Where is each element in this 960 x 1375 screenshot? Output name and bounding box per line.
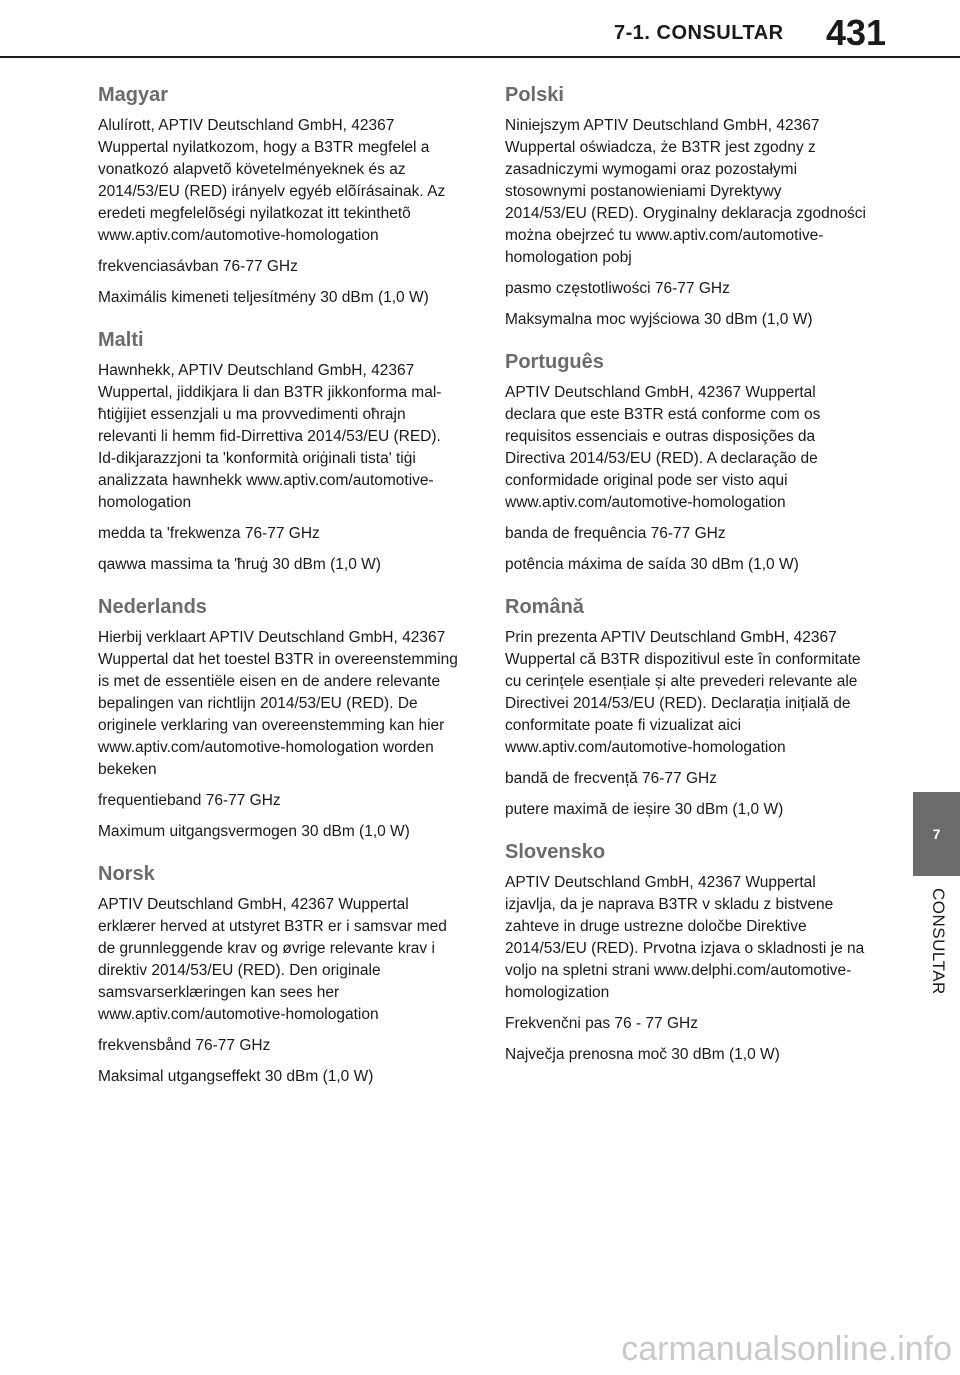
declaration-text: Alulírott, APTIV Deutschland GmbH, 42367 Wuppertal nyilatkozom, hogy a B3TR megfelel a vonatkozó alapvetõ követelményeknek és az 2014/53/EU (RED) irányelv egyéb elõírásainak. Az eredeti megfelelõségi nyilatkozat itt tekinthetõ www.aptiv.com/automotive-homologation [98,117,446,244]
frequency-band-text: bandă de frecvență 76-77 GHz [505,770,717,787]
max-power-text: Maksimal utgangseffekt 30 dBm (1,0 W) [98,1068,374,1085]
max-power-text: Maksymalna moc wyjściowa 30 dBm (1,0 W) [505,311,813,328]
left-column [98,84,462,1108]
chapter-tab-label: CONSULTAR [929,888,948,995]
max-power-text: qawwa massima ta 'ħruġ 30 dBm (1,0 W) [98,556,381,573]
section-heading: Polski [505,84,564,106]
section-heading: Português [505,351,604,373]
declaration-text: Niniejszym APTIV Deutschland GmbH, 42367 Wuppertal oświadcza, że B3TR jest zgodny z zasadniczymi wymogami oraz pozostałymi stosownymi postanowieniami Dyrektywy 2014/53/EU (RED). Oryginalny deklaracja zgodności można obejrzeć tu www.aptiv.com/automotive-homologation pobj [505,117,866,266]
max-power-text: Maximum uitgangsvermogen 30 dBm (1,0 W) [98,823,410,840]
declaration-text: APTIV Deutschland GmbH, 42367 Wuppertal declara que este B3TR está conforme com os requisitos essenciais e outras disposições da Directiva 2014/53/EU (RED). A declaração de conformidade original pode ser visto aqui www.aptiv.com/automotive-homologation [505,384,821,511]
declaration-text: APTIV Deutschland GmbH, 42367 Wuppertal erklærer herved at utstyret B3TR er i samsvar med de grunnleggende krav og øvrige relevante krav i direktiv 2014/53/EU (RED). Den originale samsvarserklæringen kan sees her www.aptiv.com/automotive-homologation [98,896,447,1023]
frequency-band-text: pasmo częstotliwości 76-77 GHz [505,280,730,297]
frequency-band-text: frekvenciasávban 76-77 GHz [98,258,298,275]
section-malti [98,329,462,576]
section-heading: Magyar [98,84,169,106]
section-norsk [98,863,462,1088]
section-nederlands [98,596,462,843]
section-heading: Slovensko [505,841,606,863]
watermark: carmanualsonline.info [621,1330,952,1368]
max-power-text: Največja prenosna moč 30 dBm (1,0 W) [505,1046,780,1063]
chapter-title: 7-1. CONSULTAR [614,22,784,44]
section-heading: Malti [98,329,144,351]
frequency-band-text: banda de frequência 76-77 GHz [505,525,726,542]
section-heading: Română [505,596,584,618]
frequency-band-text: frequentieband 76-77 GHz [98,792,281,809]
page-number: 431 [826,12,887,53]
max-power-text: Maximális kimeneti teljesítmény 30 dBm (1,0 W) [98,289,429,306]
declaration-text: APTIV Deutschland GmbH, 42367 Wuppertal izjavlja, da je naprava B3TR v skladu z bistvene zahteve in druge ustrezne določbe Direktive 2014/53/EU (RED). Prvotna izjava o skladnosti je na voljo na spletni strani www.delphi.com/automotive-homologization [505,874,865,1001]
declaration-text: Hierbij verklaart APTIV Deutschland GmbH, 42367 Wuppertal dat het toestel B3TR in overeenstemming is met de essentiële eisen en de andere relevante bepalingen van richtlijn 2014/53/EU (RED). De originele verklaring van overeenstemming kan hier www.aptiv.com/automotive-homologation worden bekeken [98,629,458,778]
frequency-band-text: Frekvenčni pas 76 - 77 GHz [505,1015,698,1032]
right-column [505,84,867,1086]
section-romana [505,596,867,821]
section-magyar [98,84,462,309]
declaration-text: Prin prezenta APTIV Deutschland GmbH, 42367 Wuppertal că B3TR dispozitivul este în conformitate cu cerințele esențiale și alte prevederi relevante ale Directivei 2014/53/EU (RED). Declarația inițială de conformitate poate fi vizualizat aici www.aptiv.com/automotive-homologation [505,629,861,756]
section-heading: Norsk [98,863,155,885]
max-power-text: putere maximă de ieșire 30 dBm (1,0 W) [505,801,784,818]
header-divider [0,56,960,58]
section-polski [505,84,867,331]
max-power-text: potência máxima de saída 30 dBm (1,0 W) [505,556,799,573]
frequency-band-text: frekvensbånd 76-77 GHz [98,1037,271,1054]
chapter-tab: 7 [913,792,960,876]
section-heading: Nederlands [98,596,207,618]
declaration-text: Hawnhekk, APTIV Deutschland GmbH, 42367 Wuppertal, jiddikjara li dan B3TR jikkonforma mal-ħtiġijiet essenzjali u ma provvedimenti oħrajn relevanti li hemm fid-Dirrettiva 2014/53/EU (RED). Id-dikjarazzjoni ta 'konformità oriġinali tista' tiġi analizzata hawnhekk www.aptiv.com/automotive-homologation [98,362,442,511]
page-header [0,0,960,66]
section-slovensko [505,841,867,1066]
section-portugues [505,351,867,576]
frequency-band-text: medda ta 'frekwenza 76-77 GHz [98,525,320,542]
